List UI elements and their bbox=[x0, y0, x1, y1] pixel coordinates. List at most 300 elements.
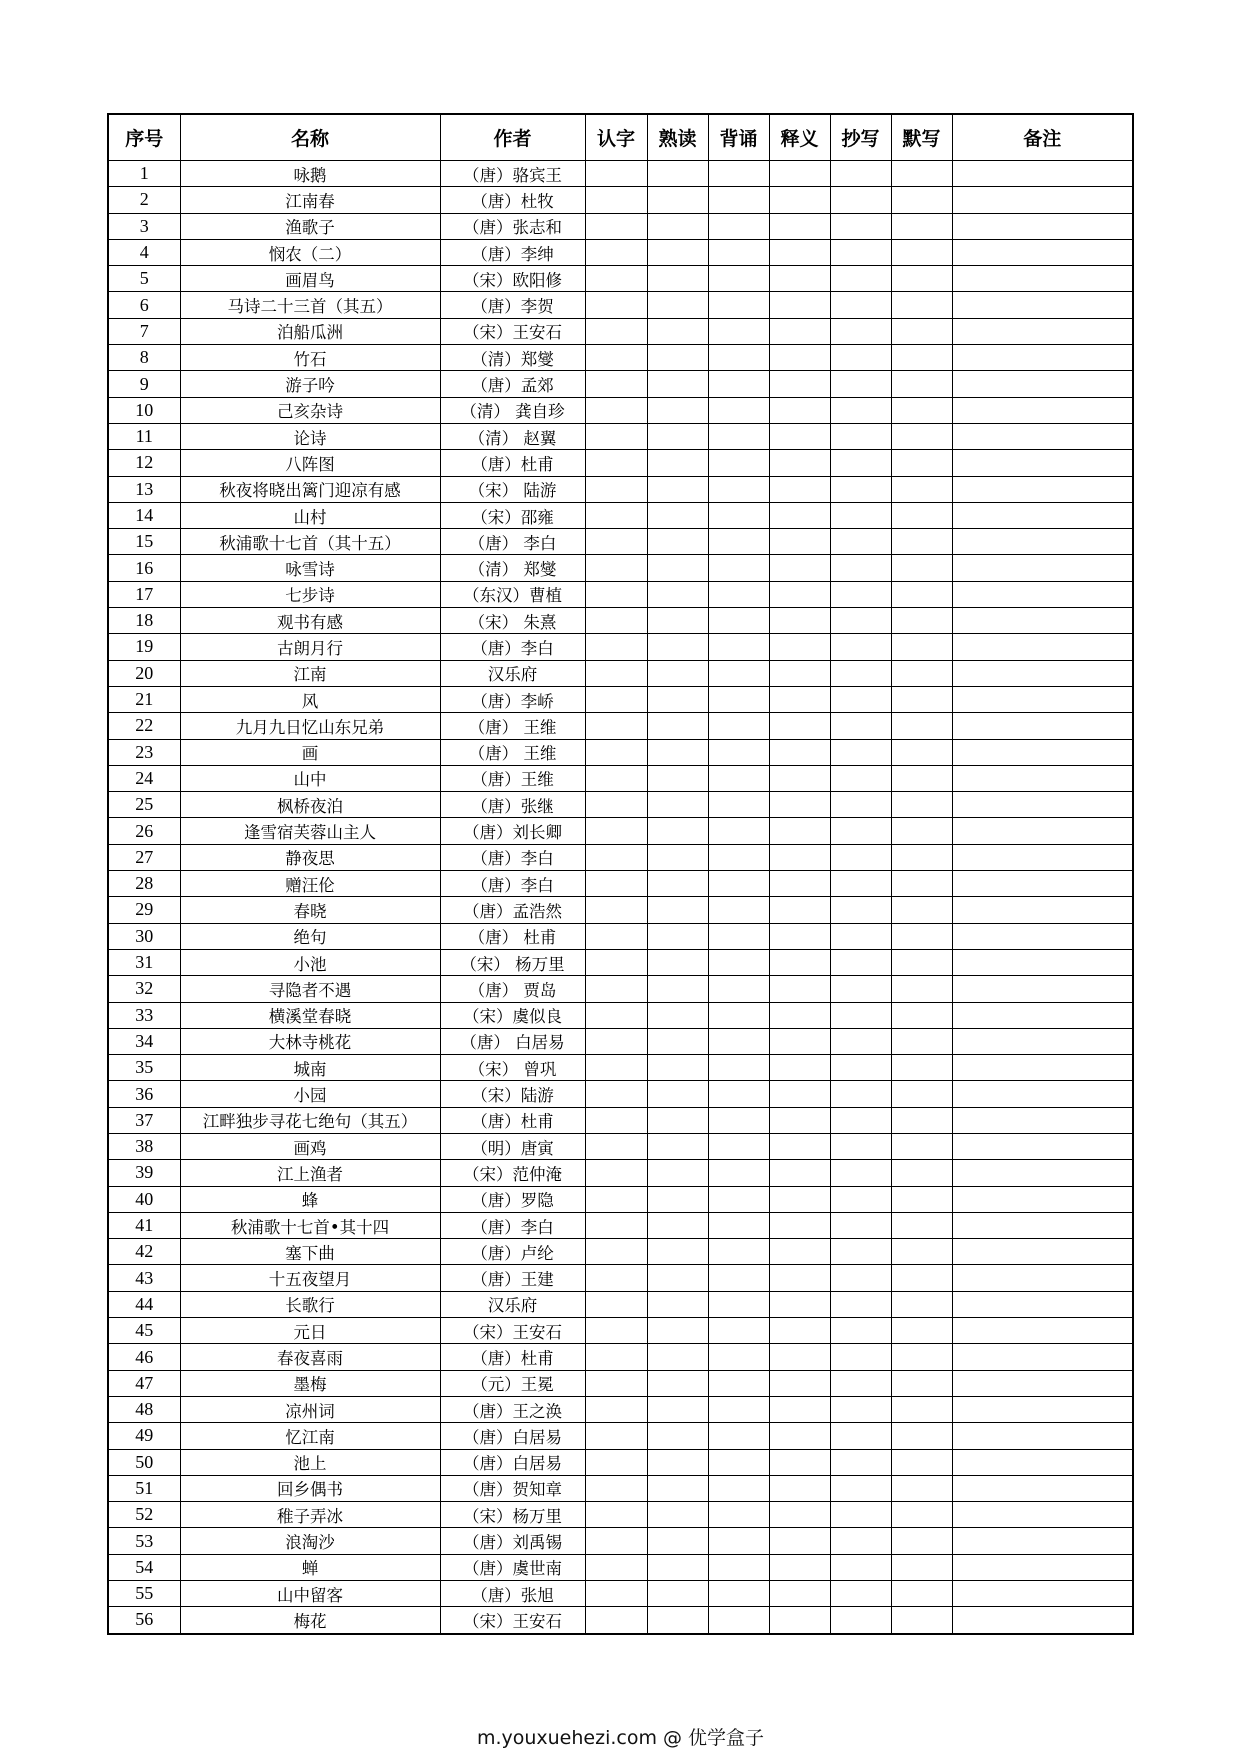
notes-cell[interactable] bbox=[952, 976, 1133, 1002]
check-explain[interactable] bbox=[769, 1423, 830, 1449]
check-copy[interactable] bbox=[830, 1239, 891, 1265]
check-recognize[interactable] bbox=[585, 1502, 647, 1528]
check-explain[interactable] bbox=[769, 739, 830, 765]
check-explain[interactable] bbox=[769, 634, 830, 660]
check-copy[interactable] bbox=[830, 1449, 891, 1475]
check-recite[interactable] bbox=[708, 765, 769, 791]
check-read[interactable] bbox=[647, 555, 708, 581]
check-copy[interactable] bbox=[830, 686, 891, 712]
check-copy[interactable] bbox=[830, 371, 891, 397]
check-copy[interactable] bbox=[830, 1423, 891, 1449]
notes-cell[interactable] bbox=[952, 1028, 1133, 1054]
check-recite[interactable] bbox=[708, 1291, 769, 1317]
notes-cell[interactable] bbox=[952, 686, 1133, 712]
check-explain[interactable] bbox=[769, 1475, 830, 1501]
check-read[interactable] bbox=[647, 266, 708, 292]
check-dictate[interactable] bbox=[891, 1186, 952, 1212]
check-recite[interactable] bbox=[708, 161, 769, 187]
check-recite[interactable] bbox=[708, 1396, 769, 1422]
check-read[interactable] bbox=[647, 1554, 708, 1580]
check-explain[interactable] bbox=[769, 1186, 830, 1212]
check-explain[interactable] bbox=[769, 1002, 830, 1028]
check-explain[interactable] bbox=[769, 765, 830, 791]
check-recite[interactable] bbox=[708, 450, 769, 476]
check-read[interactable] bbox=[647, 187, 708, 213]
notes-cell[interactable] bbox=[952, 187, 1133, 213]
check-copy[interactable] bbox=[830, 529, 891, 555]
notes-cell[interactable] bbox=[952, 529, 1133, 555]
check-recognize[interactable] bbox=[585, 1055, 647, 1081]
check-read[interactable] bbox=[647, 1107, 708, 1133]
check-read[interactable] bbox=[647, 897, 708, 923]
check-recite[interactable] bbox=[708, 213, 769, 239]
check-explain[interactable] bbox=[769, 450, 830, 476]
check-read[interactable] bbox=[647, 1055, 708, 1081]
check-read[interactable] bbox=[647, 450, 708, 476]
check-dictate[interactable] bbox=[891, 713, 952, 739]
check-recite[interactable] bbox=[708, 292, 769, 318]
check-copy[interactable] bbox=[830, 1554, 891, 1580]
check-dictate[interactable] bbox=[891, 1318, 952, 1344]
notes-cell[interactable] bbox=[952, 1449, 1133, 1475]
check-recognize[interactable] bbox=[585, 423, 647, 449]
check-explain[interactable] bbox=[769, 1291, 830, 1317]
notes-cell[interactable] bbox=[952, 1107, 1133, 1133]
check-read[interactable] bbox=[647, 1239, 708, 1265]
check-dictate[interactable] bbox=[891, 871, 952, 897]
check-dictate[interactable] bbox=[891, 818, 952, 844]
check-explain[interactable] bbox=[769, 608, 830, 634]
check-recognize[interactable] bbox=[585, 213, 647, 239]
check-dictate[interactable] bbox=[891, 792, 952, 818]
check-dictate[interactable] bbox=[891, 529, 952, 555]
check-recite[interactable] bbox=[708, 871, 769, 897]
check-recognize[interactable] bbox=[585, 1318, 647, 1344]
notes-cell[interactable] bbox=[952, 1160, 1133, 1186]
check-read[interactable] bbox=[647, 292, 708, 318]
check-read[interactable] bbox=[647, 1449, 708, 1475]
check-copy[interactable] bbox=[830, 1581, 891, 1607]
check-explain[interactable] bbox=[769, 1212, 830, 1238]
check-read[interactable] bbox=[647, 1370, 708, 1396]
check-recite[interactable] bbox=[708, 1265, 769, 1291]
check-explain[interactable] bbox=[769, 1318, 830, 1344]
check-recognize[interactable] bbox=[585, 1291, 647, 1317]
check-recite[interactable] bbox=[708, 397, 769, 423]
check-dictate[interactable] bbox=[891, 1502, 952, 1528]
check-explain[interactable] bbox=[769, 1107, 830, 1133]
notes-cell[interactable] bbox=[952, 1396, 1133, 1422]
check-recite[interactable] bbox=[708, 1581, 769, 1607]
check-recognize[interactable] bbox=[585, 1344, 647, 1370]
check-read[interactable] bbox=[647, 1081, 708, 1107]
check-recognize[interactable] bbox=[585, 161, 647, 187]
notes-cell[interactable] bbox=[952, 555, 1133, 581]
check-dictate[interactable] bbox=[891, 686, 952, 712]
check-dictate[interactable] bbox=[891, 765, 952, 791]
check-copy[interactable] bbox=[830, 1212, 891, 1238]
check-dictate[interactable] bbox=[891, 1344, 952, 1370]
check-copy[interactable] bbox=[830, 739, 891, 765]
check-recite[interactable] bbox=[708, 502, 769, 528]
check-explain[interactable] bbox=[769, 1344, 830, 1370]
check-recognize[interactable] bbox=[585, 1028, 647, 1054]
notes-cell[interactable] bbox=[952, 1239, 1133, 1265]
check-explain[interactable] bbox=[769, 871, 830, 897]
notes-cell[interactable] bbox=[952, 1291, 1133, 1317]
check-explain[interactable] bbox=[769, 187, 830, 213]
check-copy[interactable] bbox=[830, 1528, 891, 1554]
check-recognize[interactable] bbox=[585, 818, 647, 844]
check-read[interactable] bbox=[647, 1502, 708, 1528]
check-copy[interactable] bbox=[830, 318, 891, 344]
notes-cell[interactable] bbox=[952, 1528, 1133, 1554]
check-explain[interactable] bbox=[769, 1239, 830, 1265]
check-copy[interactable] bbox=[830, 476, 891, 502]
check-recite[interactable] bbox=[708, 318, 769, 344]
check-read[interactable] bbox=[647, 529, 708, 555]
check-recognize[interactable] bbox=[585, 1449, 647, 1475]
notes-cell[interactable] bbox=[952, 397, 1133, 423]
check-recite[interactable] bbox=[708, 1028, 769, 1054]
check-copy[interactable] bbox=[830, 897, 891, 923]
check-dictate[interactable] bbox=[891, 450, 952, 476]
notes-cell[interactable] bbox=[952, 345, 1133, 371]
check-recite[interactable] bbox=[708, 1502, 769, 1528]
check-dictate[interactable] bbox=[891, 1239, 952, 1265]
check-copy[interactable] bbox=[830, 1107, 891, 1133]
notes-cell[interactable] bbox=[952, 292, 1133, 318]
check-dictate[interactable] bbox=[891, 1055, 952, 1081]
notes-cell[interactable] bbox=[952, 897, 1133, 923]
check-explain[interactable] bbox=[769, 345, 830, 371]
notes-cell[interactable] bbox=[952, 450, 1133, 476]
check-dictate[interactable] bbox=[891, 1107, 952, 1133]
check-copy[interactable] bbox=[830, 1133, 891, 1159]
check-recite[interactable] bbox=[708, 923, 769, 949]
check-recite[interactable] bbox=[708, 1055, 769, 1081]
check-copy[interactable] bbox=[830, 1265, 891, 1291]
check-recognize[interactable] bbox=[585, 608, 647, 634]
check-explain[interactable] bbox=[769, 1581, 830, 1607]
check-read[interactable] bbox=[647, 608, 708, 634]
check-read[interactable] bbox=[647, 1344, 708, 1370]
check-recognize[interactable] bbox=[585, 949, 647, 975]
check-recite[interactable] bbox=[708, 634, 769, 660]
check-recognize[interactable] bbox=[585, 1002, 647, 1028]
check-copy[interactable] bbox=[830, 213, 891, 239]
check-recite[interactable] bbox=[708, 1475, 769, 1501]
notes-cell[interactable] bbox=[952, 502, 1133, 528]
check-dictate[interactable] bbox=[891, 976, 952, 1002]
check-recognize[interactable] bbox=[585, 266, 647, 292]
check-read[interactable] bbox=[647, 1318, 708, 1344]
check-dictate[interactable] bbox=[891, 608, 952, 634]
check-explain[interactable] bbox=[769, 213, 830, 239]
check-copy[interactable] bbox=[830, 1502, 891, 1528]
check-dictate[interactable] bbox=[891, 371, 952, 397]
check-copy[interactable] bbox=[830, 634, 891, 660]
check-recognize[interactable] bbox=[585, 1186, 647, 1212]
check-explain[interactable] bbox=[769, 660, 830, 686]
check-recognize[interactable] bbox=[585, 1133, 647, 1159]
check-recite[interactable] bbox=[708, 1318, 769, 1344]
check-dictate[interactable] bbox=[891, 1081, 952, 1107]
check-recognize[interactable] bbox=[585, 187, 647, 213]
check-copy[interactable] bbox=[830, 161, 891, 187]
check-explain[interactable] bbox=[769, 1160, 830, 1186]
check-recognize[interactable] bbox=[585, 923, 647, 949]
check-dictate[interactable] bbox=[891, 423, 952, 449]
check-read[interactable] bbox=[647, 397, 708, 423]
check-dictate[interactable] bbox=[891, 739, 952, 765]
check-dictate[interactable] bbox=[891, 581, 952, 607]
check-recognize[interactable] bbox=[585, 1265, 647, 1291]
check-recite[interactable] bbox=[708, 897, 769, 923]
check-explain[interactable] bbox=[769, 266, 830, 292]
check-copy[interactable] bbox=[830, 949, 891, 975]
check-recite[interactable] bbox=[708, 1160, 769, 1186]
check-recite[interactable] bbox=[708, 239, 769, 265]
check-dictate[interactable] bbox=[891, 1133, 952, 1159]
check-recognize[interactable] bbox=[585, 555, 647, 581]
notes-cell[interactable] bbox=[952, 1133, 1133, 1159]
check-copy[interactable] bbox=[830, 871, 891, 897]
check-read[interactable] bbox=[647, 792, 708, 818]
notes-cell[interactable] bbox=[952, 765, 1133, 791]
check-recite[interactable] bbox=[708, 1344, 769, 1370]
check-read[interactable] bbox=[647, 818, 708, 844]
check-recite[interactable] bbox=[708, 1554, 769, 1580]
check-copy[interactable] bbox=[830, 923, 891, 949]
check-read[interactable] bbox=[647, 871, 708, 897]
check-recognize[interactable] bbox=[585, 686, 647, 712]
check-recognize[interactable] bbox=[585, 371, 647, 397]
check-recite[interactable] bbox=[708, 423, 769, 449]
check-recognize[interactable] bbox=[585, 1581, 647, 1607]
check-copy[interactable] bbox=[830, 1370, 891, 1396]
check-dictate[interactable] bbox=[891, 1607, 952, 1634]
check-recognize[interactable] bbox=[585, 792, 647, 818]
check-recite[interactable] bbox=[708, 555, 769, 581]
check-copy[interactable] bbox=[830, 1186, 891, 1212]
check-recognize[interactable] bbox=[585, 1396, 647, 1422]
check-recognize[interactable] bbox=[585, 1607, 647, 1634]
notes-cell[interactable] bbox=[952, 1423, 1133, 1449]
check-recite[interactable] bbox=[708, 1528, 769, 1554]
notes-cell[interactable] bbox=[952, 1318, 1133, 1344]
check-recite[interactable] bbox=[708, 1449, 769, 1475]
notes-cell[interactable] bbox=[952, 949, 1133, 975]
check-dictate[interactable] bbox=[891, 1396, 952, 1422]
check-explain[interactable] bbox=[769, 555, 830, 581]
check-read[interactable] bbox=[647, 476, 708, 502]
notes-cell[interactable] bbox=[952, 1081, 1133, 1107]
check-read[interactable] bbox=[647, 239, 708, 265]
check-explain[interactable] bbox=[769, 581, 830, 607]
check-recognize[interactable] bbox=[585, 1160, 647, 1186]
check-explain[interactable] bbox=[769, 1528, 830, 1554]
check-recite[interactable] bbox=[708, 1212, 769, 1238]
check-explain[interactable] bbox=[769, 686, 830, 712]
check-dictate[interactable] bbox=[891, 397, 952, 423]
check-explain[interactable] bbox=[769, 1055, 830, 1081]
check-recognize[interactable] bbox=[585, 976, 647, 1002]
check-recite[interactable] bbox=[708, 1002, 769, 1028]
notes-cell[interactable] bbox=[952, 818, 1133, 844]
check-copy[interactable] bbox=[830, 1160, 891, 1186]
check-dictate[interactable] bbox=[891, 239, 952, 265]
notes-cell[interactable] bbox=[952, 239, 1133, 265]
check-dictate[interactable] bbox=[891, 555, 952, 581]
check-recognize[interactable] bbox=[585, 292, 647, 318]
check-read[interactable] bbox=[647, 765, 708, 791]
check-dictate[interactable] bbox=[891, 345, 952, 371]
check-explain[interactable] bbox=[769, 949, 830, 975]
check-recite[interactable] bbox=[708, 792, 769, 818]
check-copy[interactable] bbox=[830, 187, 891, 213]
check-recognize[interactable] bbox=[585, 844, 647, 870]
check-explain[interactable] bbox=[769, 161, 830, 187]
check-read[interactable] bbox=[647, 581, 708, 607]
check-recognize[interactable] bbox=[585, 318, 647, 344]
notes-cell[interactable] bbox=[952, 1344, 1133, 1370]
check-recognize[interactable] bbox=[585, 660, 647, 686]
notes-cell[interactable] bbox=[952, 792, 1133, 818]
check-read[interactable] bbox=[647, 213, 708, 239]
check-explain[interactable] bbox=[769, 1081, 830, 1107]
notes-cell[interactable] bbox=[952, 213, 1133, 239]
check-dictate[interactable] bbox=[891, 1554, 952, 1580]
check-recite[interactable] bbox=[708, 1370, 769, 1396]
check-dictate[interactable] bbox=[891, 502, 952, 528]
check-copy[interactable] bbox=[830, 450, 891, 476]
check-explain[interactable] bbox=[769, 397, 830, 423]
check-read[interactable] bbox=[647, 976, 708, 1002]
check-read[interactable] bbox=[647, 1581, 708, 1607]
notes-cell[interactable] bbox=[952, 1055, 1133, 1081]
check-copy[interactable] bbox=[830, 423, 891, 449]
check-read[interactable] bbox=[647, 371, 708, 397]
notes-cell[interactable] bbox=[952, 423, 1133, 449]
check-recite[interactable] bbox=[708, 1107, 769, 1133]
check-recite[interactable] bbox=[708, 345, 769, 371]
check-recite[interactable] bbox=[708, 949, 769, 975]
check-explain[interactable] bbox=[769, 1554, 830, 1580]
check-read[interactable] bbox=[647, 423, 708, 449]
check-explain[interactable] bbox=[769, 239, 830, 265]
check-explain[interactable] bbox=[769, 713, 830, 739]
notes-cell[interactable] bbox=[952, 476, 1133, 502]
check-copy[interactable] bbox=[830, 976, 891, 1002]
check-explain[interactable] bbox=[769, 844, 830, 870]
check-dictate[interactable] bbox=[891, 897, 952, 923]
check-dictate[interactable] bbox=[891, 1002, 952, 1028]
check-dictate[interactable] bbox=[891, 1449, 952, 1475]
check-copy[interactable] bbox=[830, 1318, 891, 1344]
notes-cell[interactable] bbox=[952, 713, 1133, 739]
check-read[interactable] bbox=[647, 1423, 708, 1449]
check-explain[interactable] bbox=[769, 897, 830, 923]
check-dictate[interactable] bbox=[891, 1028, 952, 1054]
check-recite[interactable] bbox=[708, 187, 769, 213]
check-dictate[interactable] bbox=[891, 923, 952, 949]
notes-cell[interactable] bbox=[952, 1370, 1133, 1396]
check-copy[interactable] bbox=[830, 502, 891, 528]
notes-cell[interactable] bbox=[952, 318, 1133, 344]
check-copy[interactable] bbox=[830, 1002, 891, 1028]
notes-cell[interactable] bbox=[952, 1607, 1133, 1634]
check-read[interactable] bbox=[647, 1002, 708, 1028]
check-recite[interactable] bbox=[708, 660, 769, 686]
check-recite[interactable] bbox=[708, 371, 769, 397]
check-explain[interactable] bbox=[769, 371, 830, 397]
check-copy[interactable] bbox=[830, 818, 891, 844]
notes-cell[interactable] bbox=[952, 581, 1133, 607]
check-recite[interactable] bbox=[708, 581, 769, 607]
check-recite[interactable] bbox=[708, 266, 769, 292]
check-recognize[interactable] bbox=[585, 1475, 647, 1501]
check-read[interactable] bbox=[647, 345, 708, 371]
check-dictate[interactable] bbox=[891, 1581, 952, 1607]
check-explain[interactable] bbox=[769, 1449, 830, 1475]
check-recognize[interactable] bbox=[585, 476, 647, 502]
check-dictate[interactable] bbox=[891, 844, 952, 870]
check-read[interactable] bbox=[647, 1133, 708, 1159]
check-read[interactable] bbox=[647, 1265, 708, 1291]
check-explain[interactable] bbox=[769, 423, 830, 449]
check-recite[interactable] bbox=[708, 1423, 769, 1449]
notes-cell[interactable] bbox=[952, 161, 1133, 187]
check-recognize[interactable] bbox=[585, 871, 647, 897]
check-copy[interactable] bbox=[830, 345, 891, 371]
notes-cell[interactable] bbox=[952, 1002, 1133, 1028]
check-explain[interactable] bbox=[769, 292, 830, 318]
check-copy[interactable] bbox=[830, 608, 891, 634]
check-recite[interactable] bbox=[708, 1133, 769, 1159]
check-read[interactable] bbox=[647, 1186, 708, 1212]
check-recognize[interactable] bbox=[585, 345, 647, 371]
check-explain[interactable] bbox=[769, 1396, 830, 1422]
check-dictate[interactable] bbox=[891, 1528, 952, 1554]
notes-cell[interactable] bbox=[952, 871, 1133, 897]
notes-cell[interactable] bbox=[952, 1212, 1133, 1238]
check-read[interactable] bbox=[647, 1396, 708, 1422]
check-copy[interactable] bbox=[830, 397, 891, 423]
check-recognize[interactable] bbox=[585, 765, 647, 791]
check-recognize[interactable] bbox=[585, 1554, 647, 1580]
check-copy[interactable] bbox=[830, 581, 891, 607]
check-explain[interactable] bbox=[769, 318, 830, 344]
check-read[interactable] bbox=[647, 1028, 708, 1054]
check-recognize[interactable] bbox=[585, 581, 647, 607]
check-recognize[interactable] bbox=[585, 713, 647, 739]
check-read[interactable] bbox=[647, 1607, 708, 1634]
check-explain[interactable] bbox=[769, 529, 830, 555]
check-read[interactable] bbox=[647, 1475, 708, 1501]
check-copy[interactable] bbox=[830, 1396, 891, 1422]
check-recite[interactable] bbox=[708, 1607, 769, 1634]
notes-cell[interactable] bbox=[952, 1475, 1133, 1501]
check-recognize[interactable] bbox=[585, 239, 647, 265]
check-explain[interactable] bbox=[769, 1265, 830, 1291]
check-read[interactable] bbox=[647, 634, 708, 660]
check-explain[interactable] bbox=[769, 1028, 830, 1054]
check-recognize[interactable] bbox=[585, 450, 647, 476]
check-copy[interactable] bbox=[830, 1028, 891, 1054]
check-dictate[interactable] bbox=[891, 660, 952, 686]
check-recite[interactable] bbox=[708, 844, 769, 870]
